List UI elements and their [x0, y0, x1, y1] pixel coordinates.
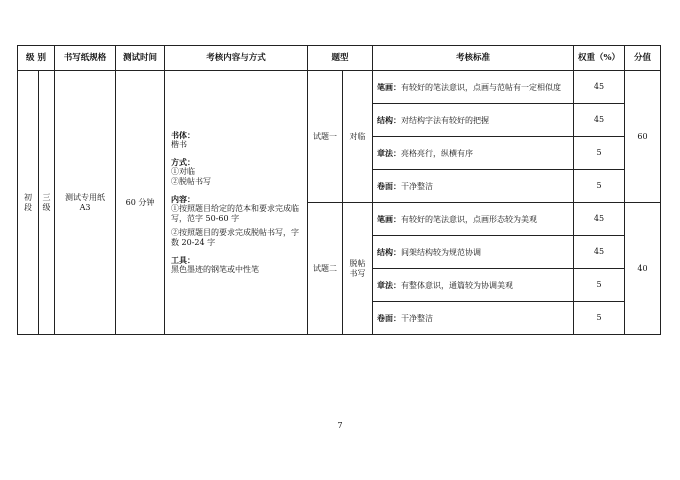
method-label: 方式： [171, 157, 195, 167]
header-row [18, 46, 661, 71]
question-type-cell: 脱帖 书写 [343, 203, 373, 335]
score-cell: 60 [625, 71, 661, 203]
weight-cell: 45 [574, 203, 625, 236]
weight-cell: 5 [574, 137, 625, 170]
level-cell-left: 初 段 [18, 71, 39, 335]
score-cell: 40 [625, 203, 661, 335]
criterion-label: 章法： [377, 279, 402, 290]
weight-cell: 5 [574, 269, 625, 302]
criterion-cell [373, 203, 574, 236]
calligraphy-value: 楷书 [171, 140, 187, 149]
level-cell-right: 三 级 [39, 71, 55, 335]
method-item: ②脱帖书写 [171, 177, 211, 186]
criterion-cell [373, 236, 574, 269]
tool-value: 黑色墨迹的钢笔或中性笔 [171, 265, 259, 274]
assessment-table [17, 45, 661, 335]
test-time-cell: 60 分钟 [116, 71, 165, 335]
header-standard: 考核标准 [373, 46, 574, 71]
criterion-text: 对结构字法有较好的把握 [401, 115, 490, 125]
header-test-time: 测试时间 [116, 46, 165, 71]
weight-cell: 45 [574, 104, 625, 137]
criterion-text: 有较好的笔法意识，点画形态较为美观 [401, 214, 538, 224]
header-paper-spec: 书写纸规格 [55, 46, 116, 71]
criterion-label: 结构： [377, 114, 402, 125]
criterion-text: 干净整洁 [401, 181, 434, 191]
weight-cell: 45 [574, 71, 625, 104]
calligraphy-label: 书体： [171, 130, 195, 140]
criterion-text: 亮格亮行，纵横有序 [401, 148, 474, 158]
weight-cell: 45 [574, 236, 625, 269]
criterion-text: 有较好的笔法意识，点画与范帖有一定相似度 [401, 82, 562, 92]
question-name-cell: 试题一 [308, 71, 343, 203]
weight-cell: 5 [574, 170, 625, 203]
criterion-text: 有整体意识，通篇较为协调美观 [401, 280, 514, 290]
criterion-cell [373, 269, 574, 302]
weight-cell: 5 [574, 302, 625, 335]
page-number: 7 [337, 421, 343, 430]
header-level: 级 别 [18, 46, 55, 71]
criterion-label: 笔画： [377, 213, 402, 224]
method-item: ①对临 [171, 167, 195, 176]
question-type-cell: 对临 [343, 71, 373, 203]
question-name-cell: 试题二 [308, 203, 343, 335]
header-score: 分值 [625, 46, 661, 71]
criterion-label: 卷面： [377, 180, 402, 191]
table-row [18, 71, 661, 104]
criterion-text: 间架结构较为规范协调 [401, 247, 482, 257]
criterion-cell [373, 137, 574, 170]
criterion-label: 结构： [377, 246, 402, 257]
criterion-cell [373, 170, 574, 203]
content-item: ②按照题目的要求完成脱帖书写，字数 20-24 字 [171, 228, 299, 247]
criterion-label: 笔画： [377, 81, 402, 92]
content-cell [165, 71, 308, 335]
criterion-cell [373, 302, 574, 335]
criterion-label: 卷面： [377, 312, 402, 323]
tool-label: 工具： [171, 255, 195, 265]
criterion-cell [373, 104, 574, 137]
criterion-label: 章法： [377, 147, 402, 158]
criterion-cell [373, 71, 574, 104]
header-content-method: 考核内容与方式 [165, 46, 308, 71]
header-weight: 权重（%） [574, 46, 625, 71]
content-label: 内容： [171, 194, 195, 204]
paper-spec-cell: 测试专用纸 A3 [55, 71, 116, 335]
criterion-text: 干净整洁 [401, 313, 434, 323]
header-question-type: 题型 [308, 46, 373, 71]
content-item: ①按照题目给定的范本和要求完成临写，范字 50-60 字 [171, 204, 299, 223]
